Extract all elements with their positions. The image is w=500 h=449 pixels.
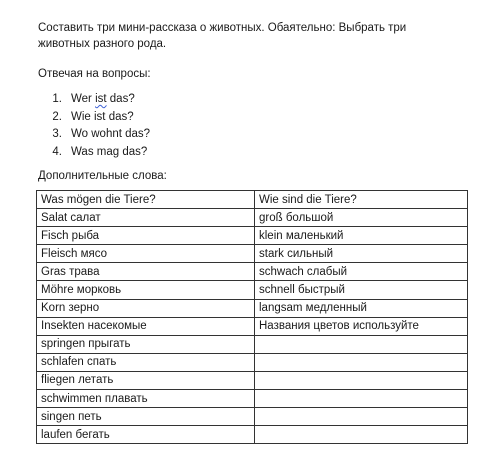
- question-text: Wie ist das?: [71, 110, 134, 123]
- table-cell: [255, 408, 468, 426]
- table-row: [37, 281, 468, 299]
- table-cell: Названия цветов используйте: [255, 317, 468, 335]
- table-header-row: [37, 191, 468, 209]
- table-row: [37, 335, 468, 353]
- table-row: [37, 390, 468, 408]
- list-number: 1.: [52, 93, 62, 105]
- table-cell: fliegen летать: [37, 371, 255, 389]
- list-number: 2.: [52, 110, 62, 123]
- table-cell: Möhre морковь: [37, 281, 255, 299]
- intro-paragraph: Составить три мини-рассказа о животных. Обаятельно: Выбрать три животных разного рода.: [38, 22, 407, 50]
- table-cell: schnell быстрый: [255, 281, 468, 299]
- column-header: Wie sind die Tiere?: [255, 191, 468, 209]
- column-header: Was mögen die Tiere?: [37, 191, 255, 209]
- table-cell: Gras трава: [37, 263, 255, 281]
- table-cell: schwimmen плавать: [37, 390, 255, 408]
- table-row: [37, 353, 468, 371]
- table-row: [37, 245, 468, 263]
- table-row: [37, 227, 468, 245]
- table-cell: singen петь: [37, 408, 255, 426]
- table-cell: Fisch рыба: [37, 227, 255, 245]
- table-cell: [255, 371, 468, 389]
- table-cell: schwach слабый: [255, 263, 468, 281]
- table-row: [37, 371, 468, 389]
- spellcheck-word: ist: [95, 93, 107, 105]
- question-text: Wer ist das?: [71, 93, 135, 105]
- table-row: [37, 317, 468, 335]
- list-item: [38, 91, 150, 109]
- table-row: [37, 408, 468, 426]
- table-row: [37, 299, 468, 317]
- list-item: [38, 126, 150, 144]
- table-cell: [255, 390, 468, 408]
- table-row: [37, 426, 468, 444]
- vocabulary-table: [36, 190, 468, 444]
- table-cell: [255, 353, 468, 371]
- list-item: [38, 144, 150, 162]
- questions-list: [38, 91, 150, 161]
- list-number: 4.: [52, 145, 62, 158]
- table-cell: laufen бегать: [37, 426, 255, 444]
- list-number: 3.: [52, 128, 62, 140]
- question-text: Wo wohnt das?: [71, 128, 151, 140]
- table-cell: schlafen спать: [37, 353, 255, 371]
- table-cell: groß большой: [255, 209, 468, 227]
- table-cell: Salat салат: [37, 209, 255, 227]
- list-item: [38, 109, 150, 127]
- table-cell: stark сильный: [255, 245, 468, 263]
- table-row: [37, 263, 468, 281]
- table-cell: Korn зерно: [37, 299, 255, 317]
- table-cell: [255, 426, 468, 444]
- table-cell: Fleisch мясо: [37, 245, 255, 263]
- extra-words-label: Дополнительные слова:: [38, 170, 167, 182]
- table-row: [37, 209, 468, 227]
- table-cell: [255, 335, 468, 353]
- table-cell: klein маленький: [255, 227, 468, 245]
- table-cell: langsam медленный: [255, 299, 468, 317]
- questions-intro: Отвечая на вопросы:: [38, 68, 151, 80]
- question-text: Was mag das?: [71, 145, 148, 158]
- table-cell: Insekten насекомые: [37, 317, 255, 335]
- table-cell: springen прыгать: [37, 335, 255, 353]
